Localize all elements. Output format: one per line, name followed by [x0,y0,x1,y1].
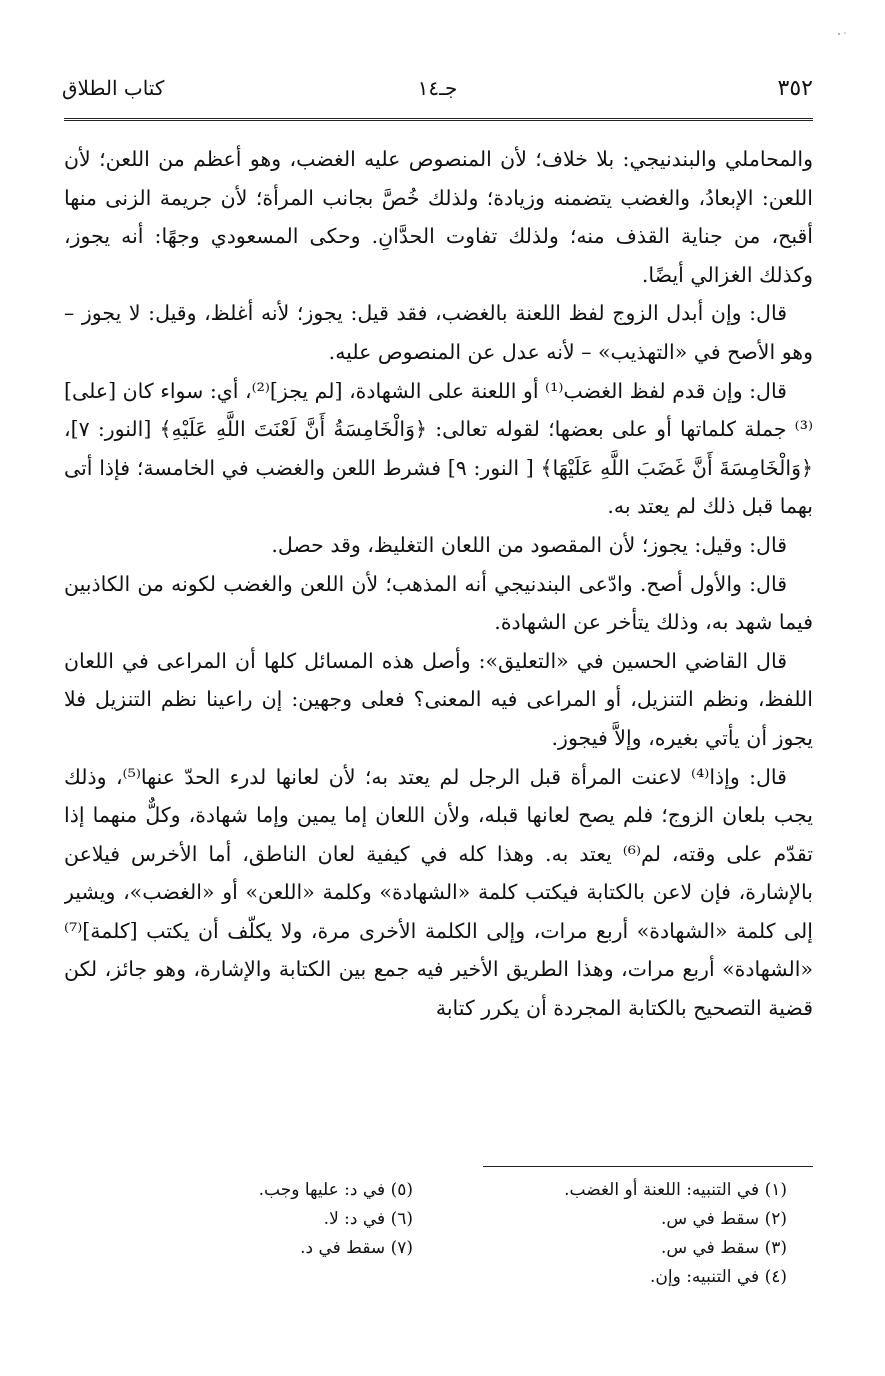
footnote: (٢) سقط في س. [660,1209,787,1229]
footnote: (٧) سقط في د. [300,1238,413,1258]
footnote: (٥) في د: عليها وجب. [258,1180,413,1200]
footnote: (٦) في د: لا. [323,1209,413,1229]
paragraph: قال: وإذا⁽⁴⁾ لاعنت المرأة قبل الرجل لم يعتد به؛ لأن لعانها لدرء الحدّ عنها⁽⁵⁾، وذلك يجب بلعان الزوج؛ فلم يصح لعانها قبله، ولأن اللعان إما يمين وإما شهادة، وكلٌّ منهما إذا تقدّم على وقته، لم⁽⁶⁾ يعتد به. وهذا كله في كيفية لعان الناطق، أما الأخرس فيلاعن بالإشارة، فإن لاعن بالكتابة فيكتب كلمة «الشهادة» وكلمة «اللعن» أو «الغضب»، ويشير إلى كلمة «الشهادة» أربع مرات، وإلى الكلمة الأخرى مرة، ولا يكلّف أن يكتب [كلمة]⁽⁷⁾ «الشهادة» أربع مرات، وهذا الطريق الأخير فيه جمع بين الكتابة والإشارة، وهو جائز، لكن قضية التصحيح بالكتابة المجردة أن يكرر كتابة [64,764,813,1021]
footnote: (٣) سقط في س. [660,1238,787,1258]
paragraph: قال القاضي الحسين في «التعليق»: وأصل هذه المسائل كلها أن المراعى في اللعان اللفظ، ونظم التنزيل، أو المراعى فيه المعنى؟ فعلى وجهين: إن راعينا نظم التنزيل فلا يجوز أن يأتي بغيره، وإلاَّ فيجوز. [64,648,813,750]
footnote: (٤) في التنبيه: وإن. [649,1267,787,1287]
paragraph: قال: والأول أصح. وادّعى البندنيجي أنه المذهب؛ لأن اللعن والغضب لكونه من الكاذبين فيما شهد به، وذلك يتأخر عن الشهادة. [64,571,813,635]
book-title: كتاب الطلاق [62,76,165,100]
footnotes-column-right [427,1176,787,1292]
paragraph: والمحاملي والبندنيجي: بلا خلاف؛ لأن المنصوص عليه الغضب، وهو أعظم من اللعن؛ لأن اللعن: الإبعادُ، والغضب يتضمنه وزيادة؛ ولذلك خُصَّ بجانب المرأة؛ لأن جريمة الزنى منها أقبح، من جناية القذف منه؛ ولذلك تفاوت الحدَّانِ. وحكى المسعودي وجهًا: أنه يجوز، وكذلك الغزالي أيضًا. [64,147,813,287]
main-text [64,140,813,1160]
volume-number: جـ١٤ [417,76,458,100]
footnote: (١) في التنبيه: اللعنة أو الغضب. [564,1180,787,1200]
paragraph: قال: وإن قدم لفظ الغضب⁽¹⁾ أو اللعنة على الشهادة، [لم يجز]⁽²⁾، أي: سواء كان [على]⁽³⁾ جملة كلماتها أو على بعضها؛ لقوله تعالى: ﴿وَالْخَامِسَةُ أَنَّ لَعْنَتَ اللَّهِ عَلَيْهِ﴾ [النور: ٧]، ﴿وَالْخَامِسَةَ أَنَّ غَضَبَ اللَّهِ عَلَيْهَا﴾ [ النور: ٩] فشرط اللعن والغضب في الخامسة؛ فإذا أتى بهما قبل ذلك لم يعتد به. [64,378,813,519]
paragraph: قال: وإن أبدل الزوج لفظ اللعنة بالغضب، فقد قيل: يجوز؛ لأنه أغلظ، وقيل: لا يجوز – وهو الأصح في «التهذيب» – لأنه عدل عن المنصوص عليه. [64,301,813,364]
scan-artifact-mark [836,30,850,38]
footnotes-column-left [173,1176,413,1263]
footnotes [64,1176,813,1326]
paragraph: قال: وقيل: يجوز؛ لأن المقصود من اللعان التغليظ، وقد حصل. [271,532,787,557]
header-rule [64,118,813,121]
running-header [62,76,813,112]
page-number: ٣٥٢ [777,76,813,101]
footnote-rule [483,1166,813,1167]
